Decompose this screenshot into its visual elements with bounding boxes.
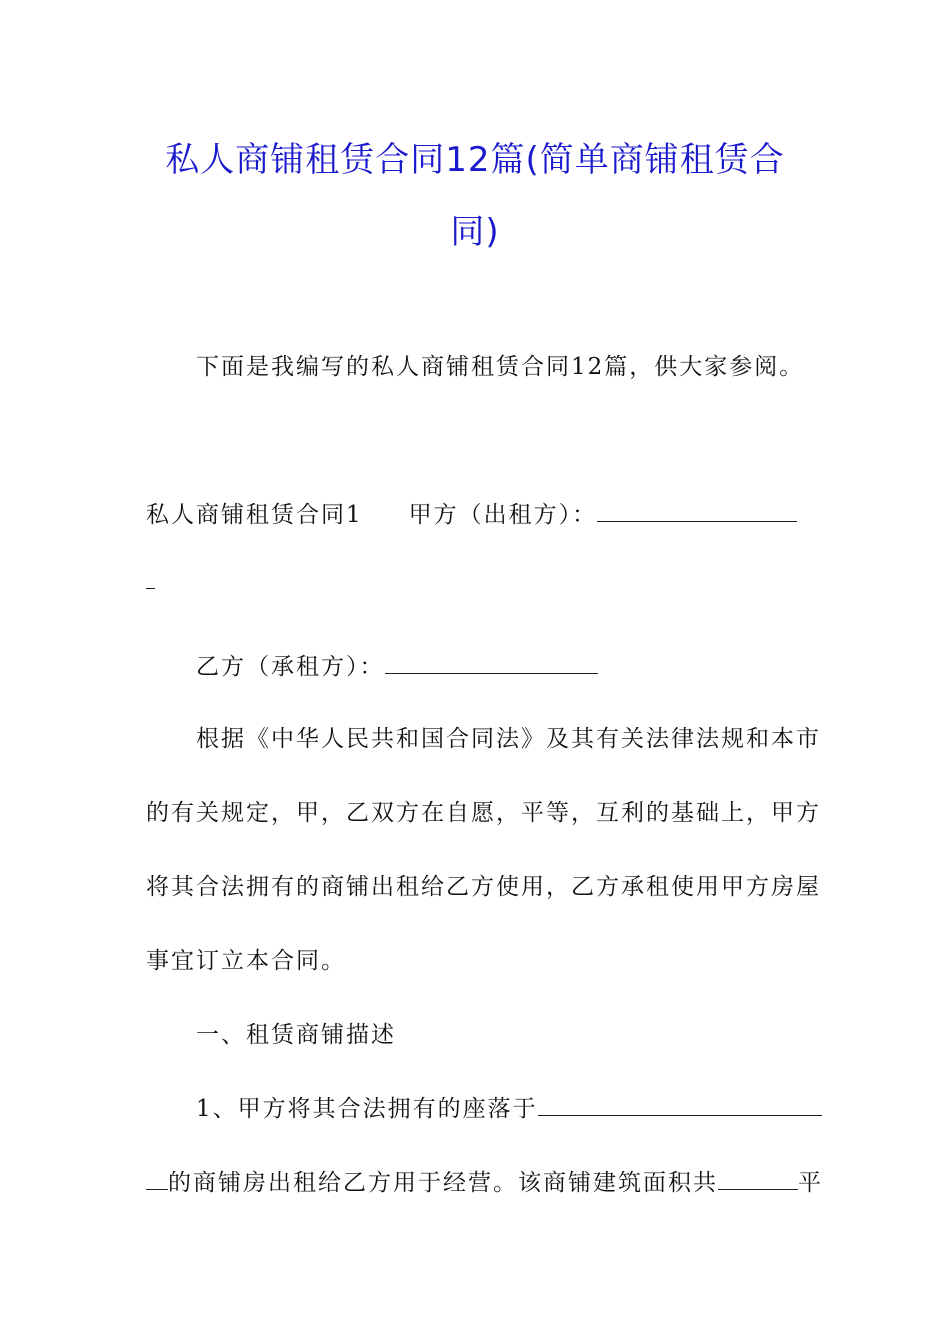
- section-1-heading: 一、租赁商铺描述: [196, 1022, 396, 1048]
- document-title-line-1: 私人商铺租赁合同12篇(简单商铺租赁合: [165, 140, 785, 180]
- item-1-line-1: 1、甲方将其合法拥有的座落于: [196, 1090, 822, 1123]
- intro-paragraph: 下面是我编写的私人商铺租赁合同12篇，供大家参阅。: [196, 354, 805, 380]
- contract-heading: 私人商铺租赁合同1: [146, 502, 363, 528]
- party-a-blank-continuation: [146, 568, 155, 595]
- party-b-line: [196, 648, 598, 681]
- party-b-label: 乙方（承租方）：: [196, 654, 385, 680]
- paragraph-1-line-4: 事宜订立本合同。: [146, 948, 346, 974]
- party-a-blank: [597, 501, 797, 522]
- party-a-label: 甲方（出租方）：: [408, 502, 598, 528]
- contract-heading-line: [146, 496, 797, 529]
- paragraph-1-line-1: 根据《中华人民共和国合同法》及其有关法律法规和本市: [196, 726, 821, 752]
- location-blank-continuation: [146, 1169, 168, 1190]
- item-1-line-2: 的商铺房出租给乙方用于经营。该商铺建筑面积共 平: [146, 1164, 823, 1197]
- document-title-line-2: 同): [450, 212, 500, 252]
- area-blank: [718, 1169, 798, 1190]
- paragraph-1-line-3: 将其合法拥有的商铺出租给乙方使用，乙方承租使用甲方房屋: [146, 874, 821, 900]
- party-b-blank: [385, 653, 598, 674]
- location-blank: [538, 1095, 822, 1116]
- paragraph-1-line-2: 的有关规定，甲，乙双方在自愿，平等，互利的基础上，甲方: [146, 800, 821, 826]
